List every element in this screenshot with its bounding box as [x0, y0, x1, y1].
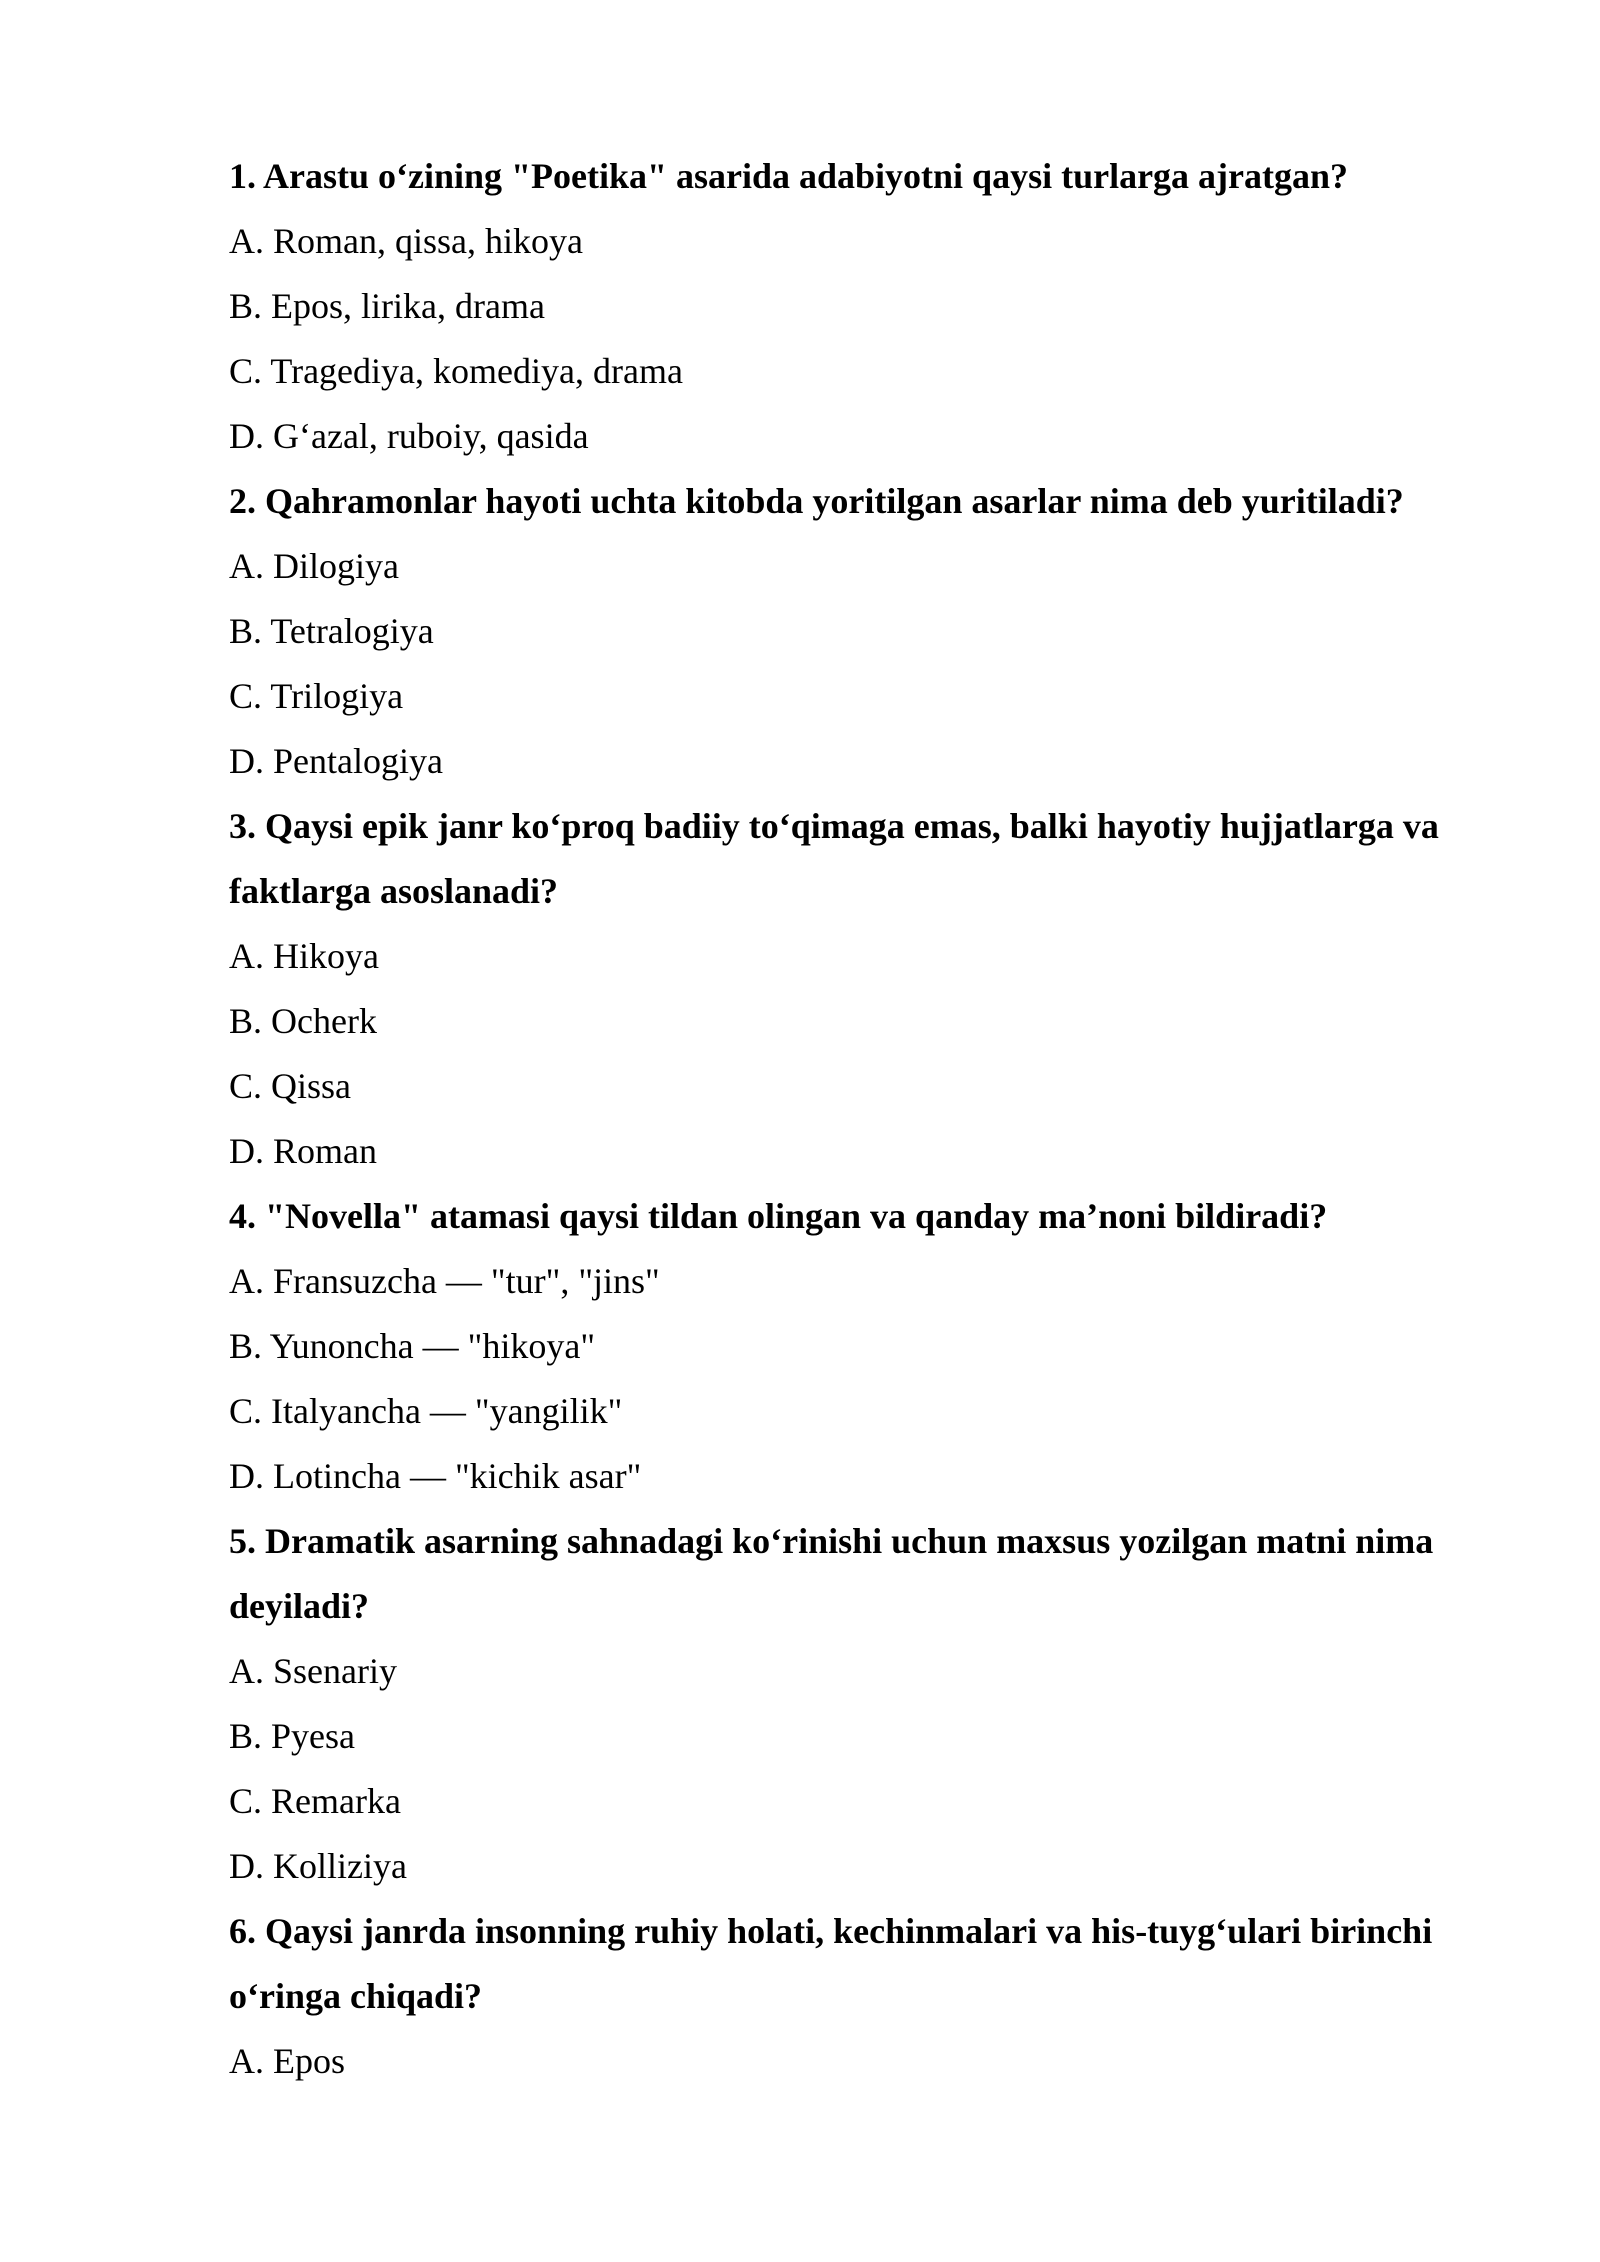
question-4-option-c: C. Italyancha — "yangilik"	[229, 1391, 623, 1431]
question-6-line-1: 6. Qaysi janrda insonning ruhiy holati, kechinmalari va his-tuyg‘ulari birinchi	[229, 1911, 1433, 1951]
question-3-option-a: A. Hikoya	[229, 936, 379, 976]
question-5-option-d: D. Kolliziya	[229, 1846, 407, 1886]
question-5-option-a: A. Ssenariy	[229, 1651, 397, 1691]
question-3-option-b: B. Ocherk	[229, 1001, 377, 1041]
question-5-line-2: deyiladi?	[229, 1586, 370, 1626]
question-1-option-d: D. G‘azal, ruboiy, qasida	[229, 416, 589, 456]
question-2: 2. Qahramonlar hayoti uchta kitobda yoritilgan asarlar nima deb yuritiladi?	[229, 481, 1404, 521]
question-4-option-d: D. Lotincha — "kichik asar"	[229, 1456, 642, 1496]
question-2-option-a: A. Dilogiya	[229, 546, 399, 586]
question-2-option-b: B. Tetralogiya	[229, 611, 434, 651]
question-6-line-2: o‘ringa chiqadi?	[229, 1976, 483, 2016]
question-4-option-a: A. Fransuzcha — "tur", "jins"	[229, 1261, 660, 1301]
question-1-option-b: B. Epos, lirika, drama	[229, 286, 545, 326]
question-4-option-b: B. Yunoncha — "hikoya"	[229, 1326, 596, 1366]
quiz-content	[229, 144, 1509, 2094]
question-5-option-b: B. Pyesa	[229, 1716, 355, 1756]
question-3-option-d: D. Roman	[229, 1131, 377, 1171]
question-1: 1. Arastu o‘zining "Poetika" asarida adabiyotni qaysi turlarga ajratgan?	[229, 156, 1349, 196]
question-2-option-d: D. Pentalogiya	[229, 741, 443, 781]
question-5-line-1: 5. Dramatik asarning sahnadagi ko‘rinishi uchun maxsus yozilgan matni nima	[229, 1521, 1434, 1561]
question-4: 4. "Novella" atamasi qaysi tildan olingan va qanday ma’noni bildiradi?	[229, 1196, 1328, 1236]
question-1-option-a: A. Roman, qissa, hikoya	[229, 221, 583, 261]
question-3-option-c: C. Qissa	[229, 1066, 352, 1106]
question-6-option-a: A. Epos	[229, 2041, 345, 2081]
question-1-option-c: C. Tragediya, komediya, drama	[229, 351, 683, 391]
question-2-option-c: C. Trilogiya	[229, 676, 404, 716]
question-3-line-1: 3. Qaysi epik janr ko‘proq badiiy to‘qimaga emas, balki hayotiy hujjatlarga va	[229, 806, 1439, 846]
question-3-line-2: faktlarga asoslanadi?	[229, 871, 559, 911]
question-5-option-c: C. Remarka	[229, 1781, 401, 1821]
